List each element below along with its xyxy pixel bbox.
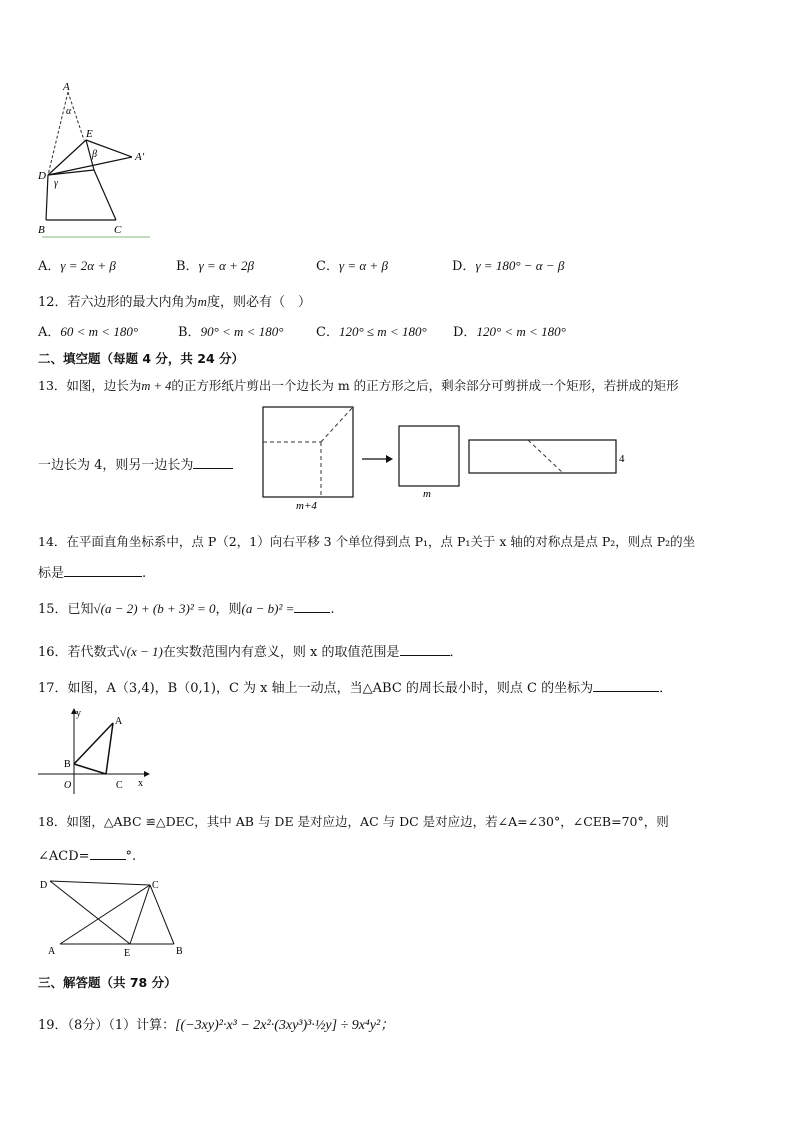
- q19-expr: [(−3xy)²·x³ − 2x²·(3xy³)³·½y] ÷ 9x⁴y²；: [175, 1018, 395, 1033]
- q18-line2-end: °.: [125, 849, 137, 864]
- option-label: D．: [452, 259, 476, 274]
- section-3-title: 三、解答题（共 78 分）: [38, 975, 177, 990]
- option-label: C．: [316, 325, 339, 340]
- q11-figure: [34, 80, 164, 240]
- q16-end: ．: [449, 645, 463, 660]
- q12-option-c: [316, 321, 427, 340]
- q19: [38, 1014, 394, 1034]
- fig17-label-O: O: [64, 780, 72, 791]
- fig11-label-alpha: α: [66, 106, 72, 117]
- fig11-label-beta: β: [92, 149, 97, 160]
- q16-answer-blank[interactable]: [400, 641, 450, 656]
- q19-pre: 19．（8分）（1）计算：: [38, 1018, 176, 1033]
- option-label: A．: [38, 259, 61, 274]
- option-text: 120° < m < 180°: [476, 324, 566, 339]
- q14-line2: 标是 .: [38, 562, 146, 581]
- q13-label-small: m: [423, 488, 431, 500]
- q15-answer-blank[interactable]: [294, 598, 330, 613]
- q12-stem: [38, 291, 311, 310]
- fig11-label-A: A: [63, 81, 70, 93]
- option-label: D．: [453, 325, 477, 340]
- q12-option-b: [178, 321, 283, 340]
- q16-expr: √(x − 1): [119, 644, 163, 659]
- q12-stem-text: 12．若六边形的最大内角为: [38, 295, 198, 310]
- q12-option-d: [453, 321, 566, 340]
- q11-option-d: [452, 255, 564, 274]
- q13-label-big: m+4: [296, 500, 317, 512]
- q15-end: .: [330, 602, 335, 617]
- q13-line2-text: 一边长为 4，则另一边长为: [38, 458, 194, 473]
- fig11-label-D: D: [38, 170, 46, 182]
- q13-answer-blank[interactable]: [193, 454, 233, 469]
- option-label: C．: [316, 259, 339, 274]
- q14-line2-text: 标是: [38, 566, 65, 581]
- fig18-label-B: B: [176, 946, 183, 957]
- option-label: B．: [178, 325, 201, 340]
- q13-text-b: 的正方形纸片剪出一个边长为 m 的正方形之后，剩余部分可剪拼成一个矩形，若拼成的矩形: [171, 378, 679, 393]
- option-text: γ = 2α + β: [60, 258, 116, 273]
- fig18-label-C: C: [152, 880, 159, 891]
- q16: [38, 641, 463, 660]
- q13-label-rect: 4: [619, 453, 625, 465]
- option-text: γ = α + 2β: [198, 258, 255, 273]
- q16-pre: 16．若代数式: [38, 645, 120, 660]
- q14-line1: 14．在平面直角坐标系中，点 P（2，1）向右平移 3 个单位得到点 P₁，点 P₁关于 x 轴的对称点是点 P₂，则点 P₂的坐: [38, 534, 696, 549]
- fig11-label-B: B: [38, 224, 45, 236]
- fig17-label-B: B: [64, 759, 71, 770]
- fig11-label-C: C: [114, 224, 122, 236]
- fig17-label-A: A: [115, 716, 123, 727]
- q15-pre: 15．已知: [38, 602, 94, 617]
- q15-mid: ，则: [215, 602, 242, 617]
- q17-text: 17．如图，A（3,4)，B（0,1)，C 为 x 轴上一动点，当△ABC 的周长最小时，则点 C 的坐标为: [38, 681, 594, 696]
- section-2-title: 二、填空题（每题 4 分，共 24 分）: [38, 351, 245, 366]
- q12-variable: m: [197, 294, 207, 309]
- q11-option-c: [316, 255, 388, 274]
- q18-line2-pre: ∠ACD=: [38, 849, 90, 864]
- q13-text-a: 13．如图，边长为: [38, 378, 142, 393]
- option-text: 90° < m < 180°: [200, 324, 284, 339]
- q18-answer-blank[interactable]: [90, 845, 126, 860]
- option-text: γ = 180° − α − β: [475, 258, 565, 273]
- q18-line1: 18．如图，△ABC ≌△DEC，其中 AB 与 DE 是对应边，AC 与 DC 是对应边，若∠A=∠30°，∠CEB=70°，则: [38, 814, 669, 829]
- q13-line1: [38, 376, 679, 394]
- q17-figure: [36, 706, 156, 798]
- q12-stem-end: 度，则必有（ ）: [206, 295, 311, 310]
- fig11-label-Aprime: A′: [135, 151, 145, 163]
- q17: [38, 677, 672, 696]
- option-text: 60 < m < 180°: [60, 324, 139, 339]
- q15-expr: √(a − 2) + (b + 3)² = 0: [93, 601, 216, 616]
- q13-figure: [258, 404, 638, 514]
- q16-post: 在实数范围内有意义，则 x 的取值范围是: [162, 645, 400, 660]
- fig17-label-C: C: [116, 780, 123, 791]
- option-label: B．: [176, 259, 199, 274]
- q15-expr2: (a − b)² =: [241, 601, 295, 616]
- fig11-label-E: E: [86, 128, 93, 140]
- option-text: 120° ≤ m < 180°: [338, 324, 427, 339]
- q13-line2: [38, 454, 233, 473]
- q11-option-a: [38, 255, 116, 274]
- q18-figure: [36, 874, 196, 960]
- q13-expr: m + 4: [141, 379, 172, 393]
- q18-line2: [38, 845, 136, 864]
- q15: [38, 598, 335, 617]
- fig18-label-E: E: [124, 948, 131, 959]
- fig18-label-A: A: [48, 946, 56, 957]
- fig17-label-x: x: [138, 778, 143, 789]
- q17-answer-blank[interactable]: [593, 677, 659, 692]
- q14-answer-blank[interactable]: [64, 562, 142, 577]
- fig11-label-gamma: γ: [54, 178, 58, 189]
- option-text: γ = α + β: [338, 258, 388, 273]
- q11-option-b: [176, 255, 254, 274]
- q17-end: ．: [659, 681, 673, 696]
- option-label: A．: [38, 325, 61, 340]
- fig17-label-y: y: [76, 708, 81, 719]
- q12-option-a: [38, 321, 138, 340]
- fig18-label-D: D: [40, 880, 48, 891]
